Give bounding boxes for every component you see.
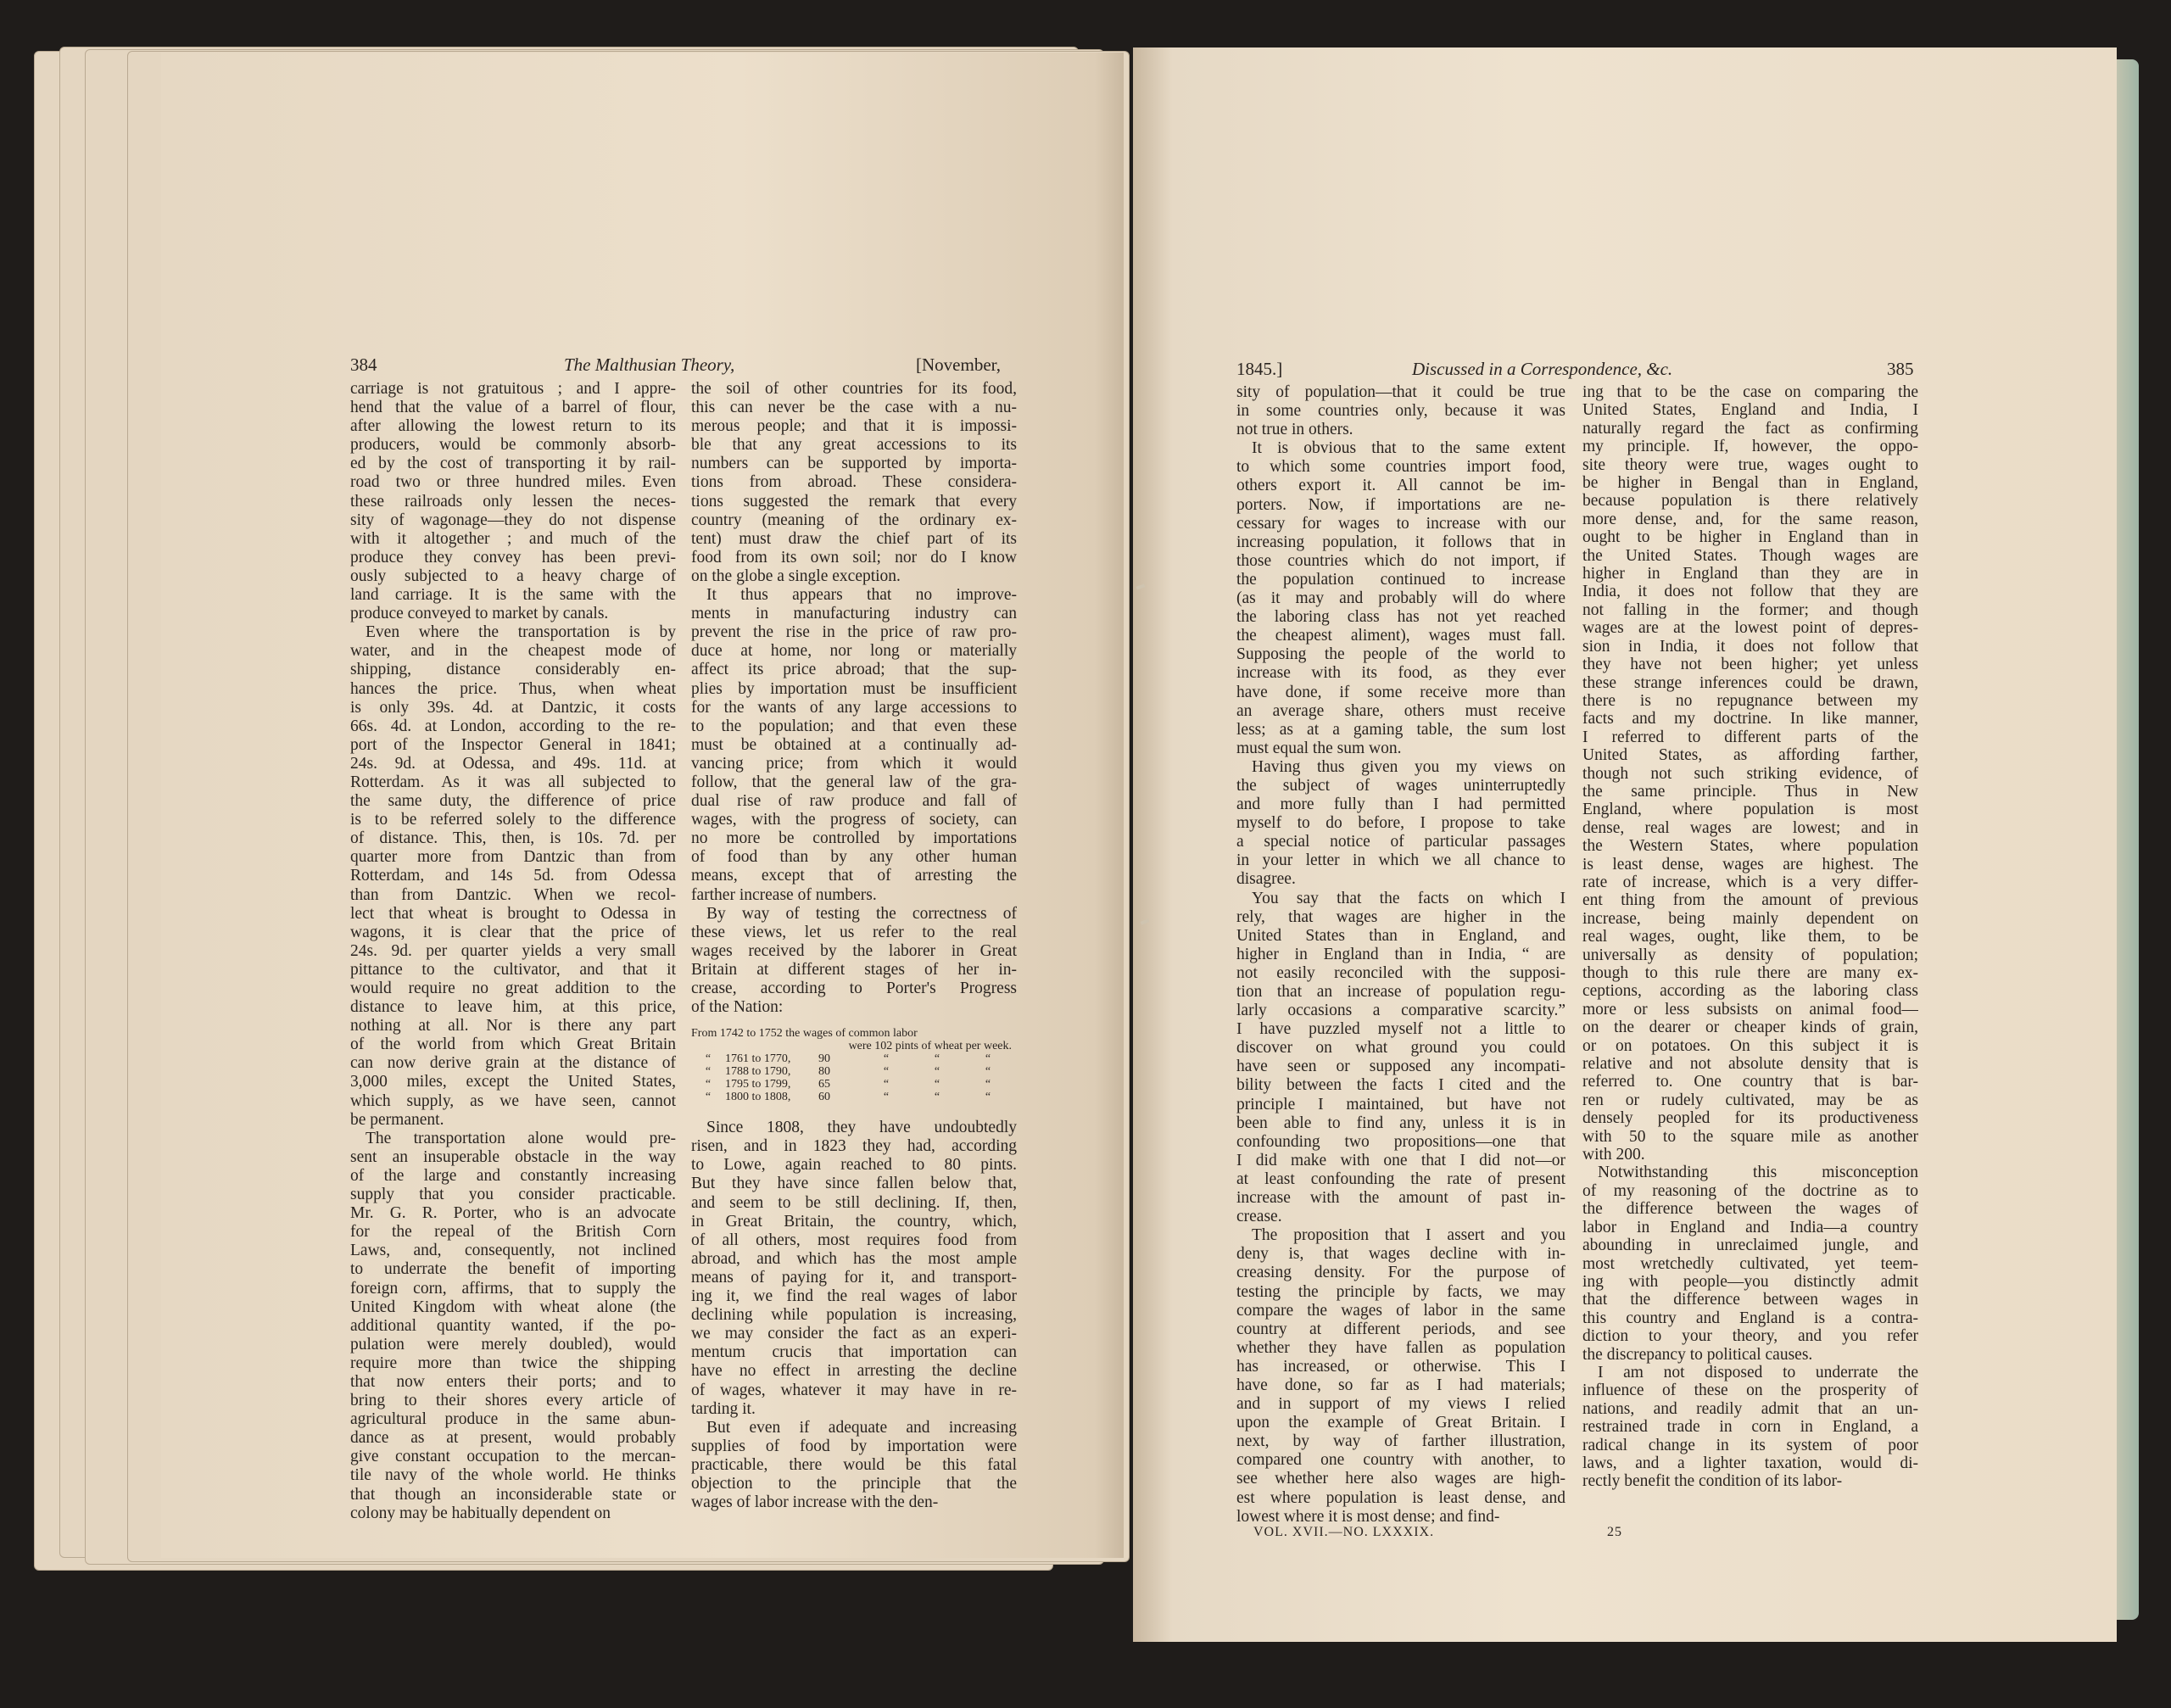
text-line: ed by the cost of transporting it by rail- bbox=[350, 455, 676, 473]
text-column bbox=[350, 380, 676, 1523]
text-line: less; as at a gaming table, the sum lost bbox=[1236, 720, 1565, 739]
text-line: there is no repugnance between my bbox=[1582, 691, 1918, 710]
text-line: of distance. This, then, is 10s. 7d. per bbox=[350, 829, 676, 848]
text-line: abounding in unreclaimed jungle, and bbox=[1582, 1236, 1918, 1255]
paragraph bbox=[1236, 758, 1565, 890]
text-line: ing with people—you distinctly admit bbox=[1582, 1272, 1918, 1291]
text-line: United States, as affording farther, bbox=[1582, 746, 1918, 765]
text-line: the discrepancy to political causes. bbox=[1582, 1345, 1813, 1364]
text-line: with 200. bbox=[1582, 1146, 1645, 1164]
text-line: that now enters their ports; and to bbox=[350, 1372, 676, 1391]
text-line: land carriage. It is the same with the bbox=[350, 586, 676, 605]
text-line: Notwithstanding this misconception bbox=[1598, 1164, 1918, 1182]
wage-table bbox=[691, 1027, 1017, 1103]
text-line: tions from abroad. These considera- bbox=[691, 473, 1017, 492]
text-line: 24s. 9d. at Odessa, and 49s. 11d. at bbox=[350, 754, 676, 773]
paragraph bbox=[350, 1130, 676, 1523]
text-line: tent) must draw the chief part of its bbox=[691, 529, 1017, 548]
text-column bbox=[1236, 383, 1565, 1527]
text-line: in Great Britain, the country, which, bbox=[691, 1212, 1017, 1231]
text-line: Laws, and, consequently, not inclined bbox=[350, 1242, 676, 1260]
table-cell: 1761 to 1770, bbox=[725, 1052, 791, 1066]
text-line: quarter more from Dantzic than from bbox=[350, 848, 676, 867]
text-line: the subject of wages uninterruptedly bbox=[1236, 776, 1565, 795]
text-line: prevent the rise in the price of raw pro- bbox=[691, 623, 1017, 642]
text-line: rectly benefit the condition of its labor- bbox=[1582, 1472, 1843, 1491]
text-line: is least dense, wages are highest. The bbox=[1582, 855, 1918, 874]
text-line: the difference between the wages of bbox=[1582, 1200, 1918, 1219]
text-line: radical change in its system of poor bbox=[1582, 1436, 1918, 1454]
text-line: nations, and readily admit that an un- bbox=[1582, 1399, 1918, 1418]
text-line: confounding two propositions—one that bbox=[1236, 1132, 1565, 1151]
table-cell: 90 bbox=[818, 1052, 830, 1066]
text-line: these views, let us refer to the real bbox=[691, 923, 1017, 941]
text-line: not falling in the former; and though bbox=[1582, 600, 1918, 619]
text-line: sion in India, it does not follow that bbox=[1582, 637, 1918, 656]
text-line: pulation were merely doubled), would bbox=[350, 1335, 676, 1354]
table-cell: “ bbox=[883, 1078, 890, 1091]
text-line: United States than in England, and bbox=[1236, 926, 1565, 945]
text-line: compare the wages of labor in the same bbox=[1236, 1301, 1565, 1320]
paragraph bbox=[1582, 1164, 1918, 1363]
text-line: after allowing the lowest return to its bbox=[350, 417, 676, 436]
text-line: the United States. Though wages are bbox=[1582, 546, 1918, 565]
text-line: Having thus given you my views on bbox=[1252, 757, 1565, 776]
text-line: Supposing the people of the world to bbox=[1236, 645, 1565, 664]
text-line: dual rise of raw produce and fall of bbox=[691, 792, 1017, 811]
text-line: wages received by the laborer in Great bbox=[691, 941, 1017, 960]
text-line: others export it. All cannot be im- bbox=[1236, 477, 1565, 495]
text-line: for the repeal of the British Corn bbox=[350, 1223, 676, 1242]
text-line: country (meaning of the ordinary ex- bbox=[691, 511, 1017, 529]
text-line: of the Nation: bbox=[691, 998, 784, 1017]
table-row bbox=[691, 1078, 1017, 1091]
text-line: lect that wheat is brought to Odessa in bbox=[350, 904, 676, 923]
text-line: that the difference between wages in bbox=[1582, 1291, 1918, 1309]
paragraph bbox=[350, 623, 676, 1130]
text-line: require more than twice the shipping bbox=[350, 1354, 676, 1372]
text-line: producers, would be commonly absorb- bbox=[350, 436, 676, 455]
page-number: 385 bbox=[1887, 359, 1914, 379]
running-title: The Malthusian Theory, bbox=[564, 354, 735, 375]
text-line: practicable, there would be this fatal bbox=[691, 1455, 1017, 1474]
text-line: more or less subsists on animal food— bbox=[1582, 1000, 1918, 1019]
text-line: additional quantity wanted, if the po- bbox=[350, 1316, 676, 1335]
text-line: this country and England is a contra- bbox=[1582, 1309, 1918, 1327]
text-line: that though an inconsiderable state or bbox=[350, 1485, 676, 1504]
paragraph bbox=[1236, 439, 1565, 758]
text-line: naturally regard the fact as confirming bbox=[1582, 419, 1918, 438]
text-line: these railroads only lessen the neces- bbox=[350, 492, 676, 511]
text-line: upon the example of Great Britain. I bbox=[1236, 1414, 1565, 1432]
text-line: I have puzzled myself not a little to bbox=[1236, 1020, 1565, 1039]
text-line: The transportation alone would pre- bbox=[366, 1129, 676, 1147]
paragraph bbox=[691, 1119, 1017, 1419]
text-line: increasing population, it follows that in bbox=[1236, 533, 1565, 551]
text-line: with it altogether ; and much of the bbox=[350, 529, 676, 548]
text-line: pittance to the cultivator, and that it bbox=[350, 960, 676, 979]
text-line: the soil of other countries for its food, bbox=[691, 380, 1017, 398]
text-line: colony may be habitually dependent on bbox=[350, 1504, 611, 1522]
table-cell: “ bbox=[985, 1091, 991, 1104]
table-cell: “ bbox=[883, 1065, 890, 1079]
text-line: cessary for wages to increase with our bbox=[1236, 514, 1565, 533]
paragraph bbox=[691, 905, 1017, 1018]
paragraph bbox=[1236, 890, 1565, 1227]
text-line: ble that any great accessions to its bbox=[691, 436, 1017, 455]
text-line: universally as density of population; bbox=[1582, 946, 1918, 964]
text-line: farther increase of numbers. bbox=[691, 885, 877, 904]
text-line: increase with its food, as they ever bbox=[1236, 664, 1565, 683]
text-line: dense, real wages are lowest; and in bbox=[1582, 818, 1918, 837]
table-cell: “ bbox=[985, 1065, 991, 1079]
text-line: Britain at different stages of her in- bbox=[691, 960, 1017, 979]
text-line: my principle. If, however, the oppo- bbox=[1582, 438, 1918, 456]
text-line: hend that the value of a barrel of flour, bbox=[350, 399, 676, 417]
text-line: wages are at the lowest point of depres- bbox=[1582, 619, 1918, 638]
text-line: supply that you consider practicable. bbox=[350, 1186, 676, 1204]
running-date: 1845.] bbox=[1236, 359, 1283, 379]
table-cell: “ bbox=[705, 1091, 712, 1104]
text-line: or on potatoes. On this subject it is bbox=[1582, 1036, 1918, 1055]
text-line: numbers can be supported by importa- bbox=[691, 455, 1017, 473]
text-line: on the dearer or cheaper kinds of grain, bbox=[1582, 1019, 1918, 1037]
text-line: bring to their shores every article of bbox=[350, 1392, 676, 1410]
text-line: been able to find any, unless it is in bbox=[1236, 1114, 1565, 1132]
text-line: tarding it. bbox=[691, 1399, 756, 1418]
text-line: relative and not absolute density that is bbox=[1582, 1055, 1918, 1074]
table-intro: were 102 pints of wheat per week. bbox=[848, 1040, 1012, 1053]
text-line: vancing price; from which it would bbox=[691, 754, 1017, 773]
text-line: compared one country with another, to bbox=[1236, 1451, 1565, 1470]
text-line: to Lowe, again reached to 80 pints. bbox=[691, 1156, 1017, 1175]
text-line: higher in England than they are in bbox=[1582, 565, 1918, 583]
page-number: 384 bbox=[350, 354, 377, 375]
text-line: est where population is least dense, and bbox=[1236, 1488, 1565, 1507]
table-cell: 1795 to 1799, bbox=[725, 1078, 791, 1091]
text-line: Rotterdam. As it was all subjected to bbox=[350, 773, 676, 791]
text-line: most wretchedly cultivated, yet teem- bbox=[1582, 1254, 1918, 1273]
text-line: wages, with the progress of society, can bbox=[691, 811, 1017, 829]
text-line: crease, according to Porter's Progress bbox=[691, 980, 1017, 997]
running-title: Discussed in a Correspondence, &c. bbox=[1412, 359, 1673, 379]
text-line: But they have since fallen below that, bbox=[691, 1175, 1017, 1193]
text-line: and more fully than I had permitted bbox=[1236, 795, 1565, 814]
text-line: Even where the transportation is by bbox=[366, 623, 676, 642]
paragraph bbox=[1582, 383, 1918, 1164]
text-line: for the wants of any large accessions to bbox=[691, 698, 1017, 717]
text-line: ren or rudely cultivated, may be as bbox=[1582, 1091, 1918, 1109]
text-line: tions suggested the remark that every bbox=[691, 492, 1017, 511]
text-line: produce they convey has been previ- bbox=[350, 548, 676, 567]
text-line: larly occasions a comparative scarcity.” bbox=[1236, 1002, 1565, 1020]
text-line: I did make with one that I did not—or bbox=[1236, 1151, 1565, 1169]
table-row bbox=[691, 1091, 1017, 1103]
text-line: the same duty, the difference of price bbox=[350, 792, 676, 811]
text-line: creasing density. For the purpose of bbox=[1236, 1264, 1565, 1282]
running-date: [November, bbox=[916, 354, 1002, 375]
text-line: the same principle. Thus in New bbox=[1582, 782, 1918, 801]
table-cell: “ bbox=[883, 1091, 890, 1104]
text-line: must be obtained at a continually ad- bbox=[691, 735, 1017, 754]
table-cell: 65 bbox=[818, 1078, 830, 1091]
text-line: But even if adequate and increasing bbox=[706, 1418, 1017, 1437]
text-line: whether they have fallen as population bbox=[1236, 1338, 1565, 1357]
text-line: myself to do before, I propose to take bbox=[1236, 814, 1565, 833]
table-cell: “ bbox=[934, 1078, 940, 1091]
text-line: deny is, that wages decline with in- bbox=[1236, 1245, 1565, 1264]
table-cell: “ bbox=[934, 1091, 940, 1104]
table-row bbox=[691, 1065, 1017, 1078]
signature-number: 25 bbox=[1607, 1525, 1622, 1539]
text-column bbox=[1582, 383, 1918, 1491]
text-line: these strange inferences could be drawn, bbox=[1582, 673, 1918, 692]
text-line: restrained trade in corn in England, a bbox=[1582, 1418, 1918, 1437]
text-line: the Western States, where population bbox=[1582, 837, 1918, 856]
text-line: which supply, as we have seen, cannot bbox=[350, 1091, 676, 1110]
text-line: sity of wagonage—they do not dispense bbox=[350, 511, 676, 529]
table-cell: 1800 to 1808, bbox=[725, 1091, 791, 1104]
text-line: the population continued to increase bbox=[1236, 570, 1565, 589]
table-cell: “ bbox=[985, 1052, 991, 1066]
text-line: agricultural produce in the same abun- bbox=[350, 1410, 676, 1429]
text-line: be permanent. bbox=[350, 1110, 444, 1129]
text-line: Mr. G. R. Porter, who is an advocate bbox=[350, 1204, 676, 1223]
text-line: ously subjected to a heavy charge of bbox=[350, 567, 676, 585]
text-line: next, by way of farther illustration, bbox=[1236, 1432, 1565, 1451]
text-line: dance as at present, would probably bbox=[350, 1429, 676, 1448]
text-line: testing the principle by facts, we may bbox=[1236, 1282, 1565, 1301]
text-line: can now derive grain at the distance of bbox=[350, 1054, 676, 1073]
table-cell: 1788 to 1790, bbox=[725, 1065, 791, 1079]
text-line: has increased, or otherwise. This I bbox=[1236, 1357, 1565, 1376]
text-line: on the globe a single exception. bbox=[691, 567, 901, 585]
text-line: ceptions, according as the laboring class bbox=[1582, 982, 1918, 1001]
text-line: 3,000 miles, except the United States, bbox=[350, 1073, 676, 1091]
text-line: foreign corn, affirms, that to supply the bbox=[350, 1279, 676, 1298]
table-cell: “ bbox=[934, 1065, 940, 1079]
paragraph bbox=[1236, 1226, 1565, 1527]
text-line: affect its price abroad; that the sup- bbox=[691, 661, 1017, 679]
text-line: objection to the principle that the bbox=[691, 1474, 1017, 1493]
text-line: is only 39s. 4d. at Dantzic, it costs bbox=[350, 698, 676, 717]
text-line: I referred to different parts of the bbox=[1582, 728, 1918, 746]
text-line: to underrate the benefit of importing bbox=[350, 1260, 676, 1279]
text-line: principle I maintained, but have not bbox=[1236, 1095, 1565, 1114]
text-line: It is obvious that to the same extent bbox=[1252, 439, 1565, 458]
text-line: ought to be higher in England than in bbox=[1582, 528, 1918, 547]
paragraph bbox=[691, 380, 1017, 586]
paragraph bbox=[691, 586, 1017, 905]
text-line: ing that to be the case on comparing the bbox=[1582, 383, 1918, 401]
text-line: of the large and constantly increasing bbox=[350, 1166, 676, 1185]
text-line: would require no great addition to the bbox=[350, 980, 676, 997]
text-line: of all others, most requires food from bbox=[691, 1231, 1017, 1249]
text-line: mentum crucis that importation can bbox=[691, 1343, 1017, 1362]
text-line: laws, and a lighter taxation, would di- bbox=[1582, 1454, 1918, 1472]
text-line: hances the price. Thus, when wheat bbox=[350, 679, 676, 698]
text-line: and in support of my views I relied bbox=[1236, 1395, 1565, 1414]
text-line: be higher in Bengal than in England, bbox=[1582, 474, 1918, 493]
text-line: means, except that of arresting the bbox=[691, 867, 1017, 885]
text-line: wagons, it is clear that the price of bbox=[350, 923, 676, 941]
text-line: nothing at all. Nor is there any part bbox=[350, 1017, 676, 1035]
text-line: and seem to be still declining. If, then, bbox=[691, 1193, 1017, 1212]
text-line: site theory were true, wages ought to bbox=[1582, 455, 1918, 474]
text-line: Rotterdam, and 14s 5d. from Odessa bbox=[350, 867, 676, 885]
text-line: crease. bbox=[1236, 1208, 1282, 1226]
text-line: because population is there relatively bbox=[1582, 492, 1918, 511]
table-cell: “ bbox=[985, 1078, 991, 1091]
text-line: risen, and in 1823 they had, according bbox=[691, 1137, 1017, 1156]
text-line: rely, that wages are higher in the bbox=[1236, 907, 1565, 926]
text-line: of wages, whatever it may have in re- bbox=[691, 1381, 1017, 1399]
text-line: follow, that the general law of the gra- bbox=[691, 773, 1017, 791]
text-line: though to this rule there are many ex- bbox=[1582, 964, 1918, 982]
text-line: produce conveyed to market by canals. bbox=[350, 605, 609, 623]
text-line: food from its own soil; nor do I know bbox=[691, 548, 1017, 567]
text-line: tile navy of the whole world. He thinks bbox=[350, 1466, 676, 1485]
text-line: ent thing from the amount of previous bbox=[1582, 891, 1918, 910]
text-line: United States, England and India, I bbox=[1582, 401, 1918, 420]
text-line: referred to. One country that is bar- bbox=[1582, 1073, 1918, 1091]
text-line: supplies of food by importation were bbox=[691, 1437, 1017, 1455]
text-line: wages of labor increase with the den- bbox=[691, 1493, 939, 1512]
text-line: the laboring class has not yet reached bbox=[1236, 608, 1565, 627]
table-cell: “ bbox=[883, 1052, 890, 1066]
text-line: those countries which do not import, if bbox=[1236, 551, 1565, 570]
text-line: in your letter in which we all chance to bbox=[1236, 851, 1565, 870]
text-line: of my reasoning of the doctrine as to bbox=[1582, 1181, 1918, 1200]
text-line: duce at home, nor long or materially bbox=[691, 642, 1017, 661]
text-line: to the population; and that even these bbox=[691, 717, 1017, 735]
table-row bbox=[691, 1052, 1017, 1065]
text-line: higher in England than in India, “ are bbox=[1236, 945, 1565, 963]
text-line: means of paying for it, and transport- bbox=[691, 1268, 1017, 1287]
text-line: England, where population is most bbox=[1582, 801, 1918, 819]
text-line: bility between the facts I cited and the bbox=[1236, 1076, 1565, 1095]
text-line: at least confounding the rate of present bbox=[1236, 1169, 1565, 1188]
text-line: diction to your theory, and you refer bbox=[1582, 1327, 1918, 1346]
text-line: the cheapest aliment), wages must fall. bbox=[1236, 627, 1565, 645]
text-line: influence of these on the prosperity of bbox=[1582, 1381, 1918, 1400]
text-line: labor in England and India—a country bbox=[1582, 1218, 1918, 1236]
text-line: have done, if some receive more than bbox=[1236, 683, 1565, 701]
paragraph bbox=[350, 380, 676, 623]
text-line: 24s. 9d. per quarter yields a very small bbox=[350, 941, 676, 960]
text-line: lowest where it is most dense; and find- bbox=[1236, 1507, 1500, 1526]
text-line: increase, being mainly dependent on bbox=[1582, 909, 1918, 928]
paragraph bbox=[1582, 1364, 1918, 1491]
text-line: merous people; and that it is impossi- bbox=[691, 417, 1017, 436]
text-column bbox=[691, 380, 1017, 1512]
text-line: carriage is not gratuitous ; and I appre- bbox=[350, 380, 676, 398]
text-line: of food than by any other human bbox=[691, 848, 1017, 867]
text-line: in some countries only, because it was bbox=[1236, 402, 1565, 421]
text-line: discover on what ground you could bbox=[1236, 1039, 1565, 1058]
paragraph bbox=[691, 1419, 1017, 1512]
text-line: facts and my doctrine. In like manner, bbox=[1582, 710, 1918, 728]
text-line: give constant occupation to the mercan- bbox=[350, 1448, 676, 1466]
text-line: densely peopled for its productiveness bbox=[1582, 1109, 1918, 1128]
table-cell: “ bbox=[934, 1052, 940, 1066]
text-line: declining while population is increasing, bbox=[691, 1306, 1017, 1325]
text-line: abroad, and which has the most ample bbox=[691, 1249, 1017, 1268]
text-line: have seen or supposed any incompati- bbox=[1236, 1058, 1565, 1076]
text-line: we may consider the fact as an experi- bbox=[691, 1325, 1017, 1343]
text-line: porters. Now, if importations are ne- bbox=[1236, 495, 1565, 514]
text-line: no more be controlled by importations bbox=[691, 829, 1017, 848]
text-line: sity of population—that it could be true bbox=[1236, 383, 1565, 401]
signature-mark: VOL. XVII.—NO. LXXXIX. bbox=[1253, 1525, 1435, 1539]
text-line: an average share, others must receive bbox=[1236, 701, 1565, 720]
text-line: increase with the amount of past in- bbox=[1236, 1189, 1565, 1208]
text-line: this can never be the case with a nu- bbox=[691, 399, 1017, 417]
text-line: port of the Inspector General in 1841; bbox=[350, 735, 676, 754]
table-cell: “ bbox=[705, 1065, 712, 1079]
text-line: not true in others. bbox=[1236, 421, 1353, 439]
text-line: rate of increase, which is a very differ- bbox=[1582, 873, 1918, 891]
text-line: more dense, and, for the same reason, bbox=[1582, 510, 1918, 528]
text-line: see whether here also wages are high- bbox=[1236, 1470, 1565, 1488]
text-line: real wages, ought, like them, to be bbox=[1582, 928, 1918, 946]
table-cell: 80 bbox=[818, 1065, 830, 1079]
text-line: water, and in the cheapest mode of bbox=[350, 642, 676, 661]
table-cell: 60 bbox=[818, 1091, 830, 1104]
text-line: though not such striking evidence, of bbox=[1582, 764, 1918, 783]
text-line: of the world from which Great Britain bbox=[350, 1035, 676, 1054]
text-line: 66s. 4d. at London, according to the re- bbox=[350, 717, 676, 735]
paragraph bbox=[1236, 383, 1565, 439]
table-intro: From 1742 to 1752 the wages of common labor bbox=[691, 1027, 918, 1041]
text-line: ing it, we find the real wages of labor bbox=[691, 1287, 1017, 1306]
text-line: By way of testing the correctness of bbox=[706, 904, 1017, 923]
text-line: plies by importation must be insufficient bbox=[691, 679, 1017, 698]
text-line: sent an insuperable obstacle in the way bbox=[350, 1147, 676, 1166]
text-line: to which some countries import food, bbox=[1236, 458, 1565, 477]
text-line: country at different periods, and see bbox=[1236, 1320, 1565, 1338]
text-line: disagree. bbox=[1236, 870, 1296, 889]
text-line: (as it may and probably will do where bbox=[1236, 589, 1565, 608]
text-line: is to be referred solely to the difference bbox=[350, 811, 676, 829]
table-cell: “ bbox=[705, 1078, 712, 1091]
text-line: distance to leave him, at this price, bbox=[350, 998, 676, 1017]
text-line: must equal the sum won. bbox=[1236, 739, 1402, 757]
text-line: The proposition that I assert and you bbox=[1252, 1226, 1565, 1245]
text-line: tion that an increase of population regu- bbox=[1236, 983, 1565, 1001]
text-line: not easily reconciled with the supposi- bbox=[1236, 963, 1565, 982]
text-line: shipping, distance considerably en- bbox=[350, 661, 676, 679]
text-line: United Kingdom with wheat alone (the bbox=[350, 1298, 676, 1316]
text-line: than from Dantzic. When we recol- bbox=[350, 885, 676, 904]
text-line: You say that the facts on which I bbox=[1252, 889, 1565, 907]
table-cell: “ bbox=[705, 1052, 712, 1066]
text-line: they have not been higher; yet unless bbox=[1582, 656, 1918, 674]
text-line: India, it does not follow that they are bbox=[1582, 583, 1918, 601]
text-line: Since 1808, they have undoubtedly bbox=[706, 1119, 1017, 1137]
text-line: have done, so far as I had materials; bbox=[1236, 1376, 1565, 1394]
text-line: have no effect in arresting the decline bbox=[691, 1362, 1017, 1381]
text-line: with 50 to the square mile as another bbox=[1582, 1127, 1918, 1146]
text-line: ments in manufacturing industry can bbox=[691, 605, 1017, 623]
text-line: road two or three hundred miles. Even bbox=[350, 473, 676, 492]
text-line: It thus appears that no improve- bbox=[706, 586, 1017, 605]
text-line: a special notice of particular passages bbox=[1236, 833, 1565, 851]
text-line: I am not disposed to underrate the bbox=[1598, 1363, 1918, 1381]
